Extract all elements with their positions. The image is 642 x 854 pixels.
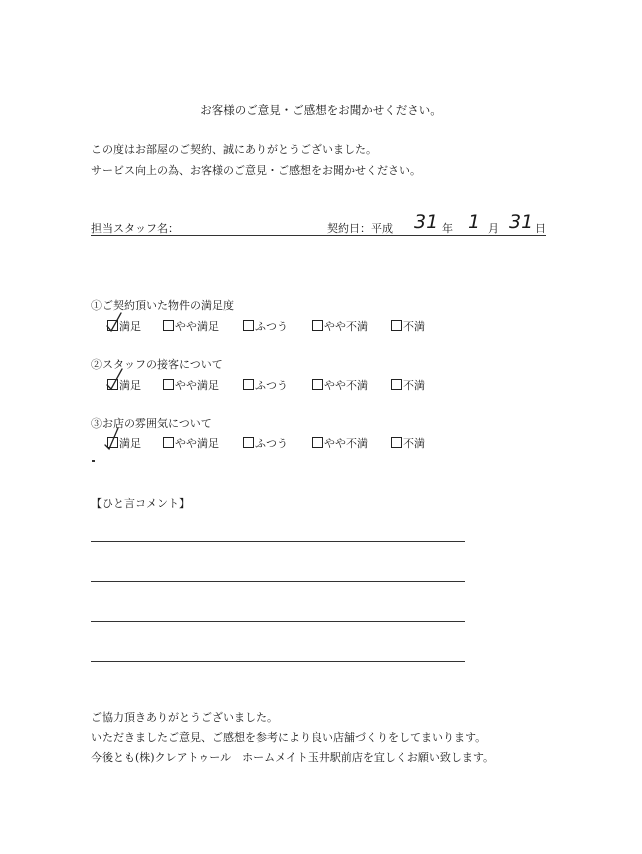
stray-pen-mark [92,460,95,462]
q3-checkmark-icon [102,426,124,450]
closing-line-1: ご協力頂きありがとうございました。 [91,711,278,724]
checkbox-icon[interactable] [312,437,323,448]
contract-month-handwritten: 1 [468,211,481,233]
question-1-title: ①ご契約頂いた物件の満足度 [91,299,234,312]
q3-option-neutral[interactable]: ふつう [243,435,288,451]
q3-option-satisfied[interactable]: 満足 [107,435,141,451]
q1-option-dissatisfied[interactable]: 不満 [391,318,425,334]
checkbox-icon[interactable] [163,320,174,331]
question-2-options [107,377,447,393]
checkbox-icon[interactable] [391,320,402,331]
contract-year-handwritten: 31 [414,211,439,233]
comment-line-3[interactable] [91,621,465,622]
q2-option-satisfied[interactable]: 満足 [107,377,141,393]
comment-line-2[interactable] [91,581,465,582]
closing-line-3: 今後とも(株)クレアトゥール ホームメイト玉井駅前店を宜しくお願い致します。 [91,751,494,764]
question-3-options [107,435,447,451]
staff-date-row [91,211,546,236]
intro-line-1: この度はお部屋のご契約、誠にありがとうございました。 [91,143,377,156]
question-3-title: ③お店の雰囲気について [91,417,212,430]
comment-line-1[interactable] [91,541,465,542]
checkbox-icon[interactable] [391,379,402,390]
question-1-options [107,318,447,334]
checkbox-icon[interactable] [312,379,323,390]
comment-title: 【ひと言コメント】 [91,497,190,510]
checkbox-icon[interactable] [243,320,254,331]
q1-option-neutral[interactable]: ふつう [243,318,288,334]
q1-option-satisfied[interactable]: 満足 [107,318,141,334]
closing-line-2: いただきましたご意見、ご感想を参考により良い店舗づくりをしてまいります。 [91,731,487,744]
q2-option-dissatisfied[interactable]: 不満 [391,377,425,393]
q3-option-somewhat-satisfied[interactable]: やや満足 [163,435,219,451]
comment-line-4[interactable] [91,661,465,662]
q1-option-somewhat-satisfied[interactable]: やや満足 [163,318,219,334]
q1-checkmark-icon [104,311,126,335]
checkbox-icon[interactable] [391,437,402,448]
checkbox-icon[interactable] [312,320,323,331]
survey-title: お客様のご意見・ご感想をお聞かせください。 [200,103,442,117]
contract-day-handwritten: 31 [509,211,534,233]
q2-checkmark-icon [104,368,126,392]
q3-option-somewhat-dissatisfied[interactable]: やや不満 [312,435,368,451]
day-unit: 日 [535,222,546,235]
checkbox-icon[interactable] [243,437,254,448]
year-unit: 年 [442,222,453,235]
q1-option-somewhat-dissatisfied[interactable]: やや不満 [312,318,368,334]
staff-label: 担当スタッフ名： [91,222,179,235]
q2-option-somewhat-satisfied[interactable]: やや満足 [163,377,219,393]
checkbox-icon[interactable] [243,379,254,390]
q3-option-dissatisfied[interactable]: 不満 [391,435,425,451]
contract-date-label: 契約日：平成 [327,222,393,235]
checkbox-icon[interactable] [163,379,174,390]
month-unit: 月 [488,222,499,235]
q2-option-somewhat-dissatisfied[interactable]: やや不満 [312,377,368,393]
question-2-title: ②スタッフの接客について [91,358,223,371]
q2-option-neutral[interactable]: ふつう [243,377,288,393]
checkbox-icon[interactable] [163,437,174,448]
intro-line-2: サービス向上の為、お客様のご意見・ご感想をお聞かせください。 [91,164,421,177]
